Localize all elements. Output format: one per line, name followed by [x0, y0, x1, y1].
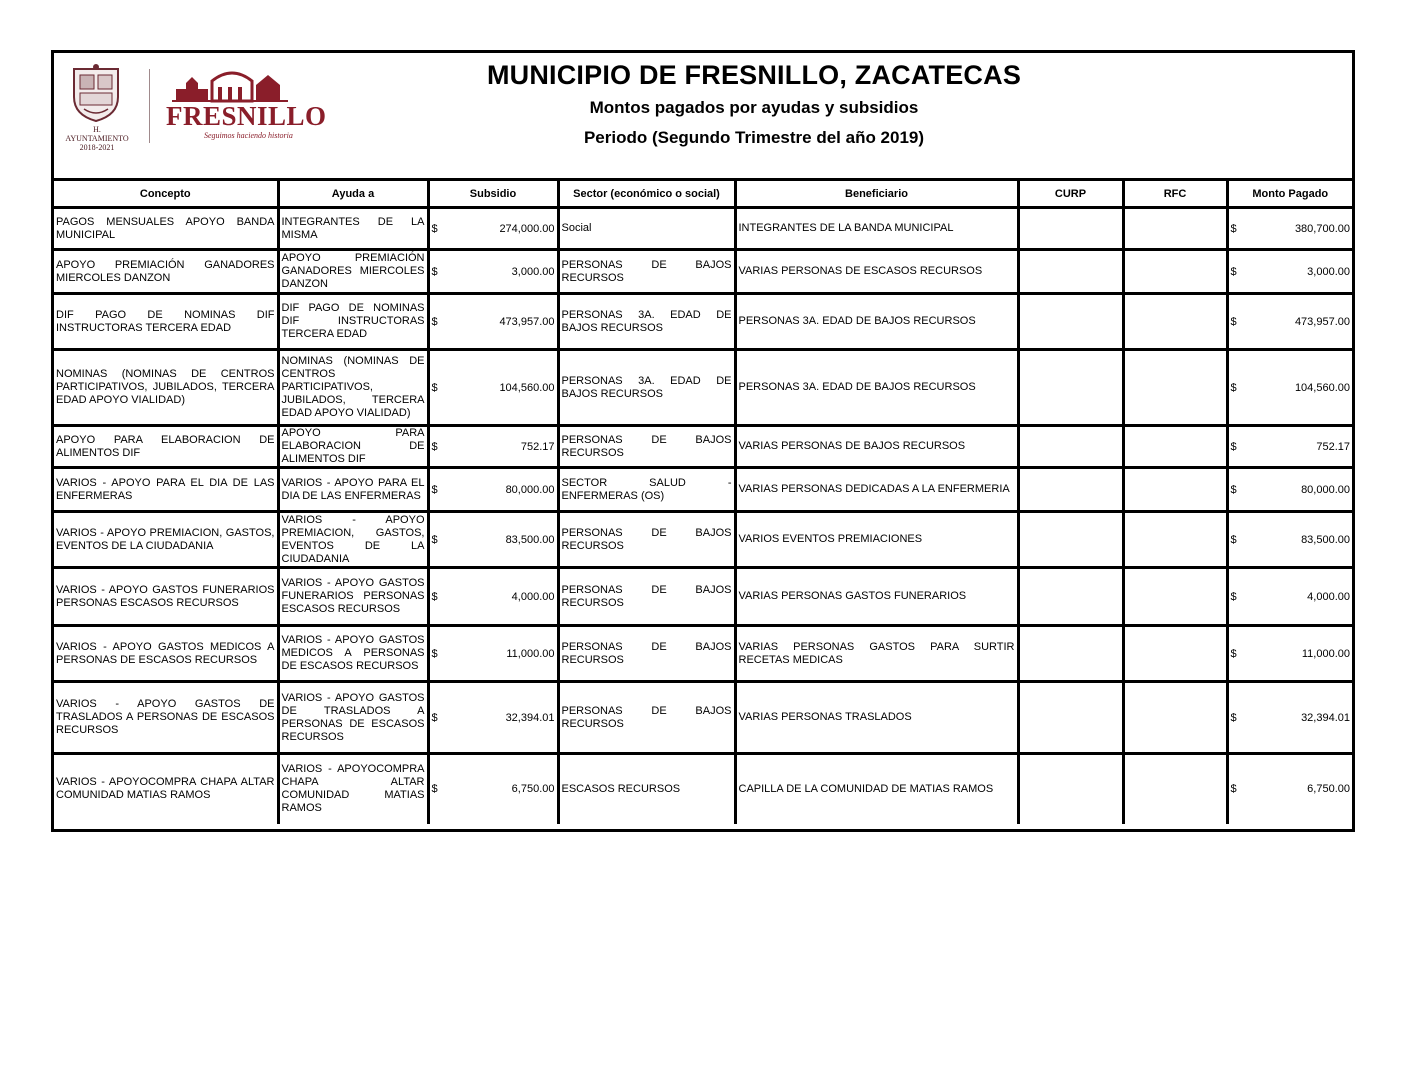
cell-ayuda: VARIOS - APOYO GASTOS FUNERARIOS PERSONAS ESCASOS RECURSOS	[278, 568, 428, 626]
cell-ayuda: APOYO PARA ELABORACION DE ALIMENTOS DIF	[278, 426, 428, 468]
cell-monto	[1227, 754, 1352, 824]
currency-symbol: $	[431, 711, 438, 724]
payments-table	[54, 181, 1352, 824]
cell-ayuda: INTEGRANTES DE LA MISMA	[278, 208, 428, 250]
cell-monto	[1227, 468, 1352, 512]
cell-beneficiario: INTEGRANTES DE LA BANDA MUNICIPAL	[735, 208, 1018, 250]
cell-rfc	[1123, 208, 1227, 250]
cell-subsidio-amount: 752.17	[520, 440, 555, 453]
cell-subsidio-amount: 104,560.00	[499, 381, 555, 394]
cell-subsidio-amount: 80,000.00	[505, 483, 555, 496]
crest-caption-line1: H. AYUNTAMIENTO	[65, 125, 129, 143]
cell-concepto: VARIOS - APOYO PARA EL DIA DE LAS ENFERMERAS	[54, 468, 278, 512]
cell-monto	[1227, 294, 1352, 350]
cell-subsidio	[428, 350, 558, 426]
cell-monto	[1227, 568, 1352, 626]
cell-concepto: APOYO PARA ELABORACION DE ALIMENTOS DIF	[54, 426, 278, 468]
cell-monto	[1227, 682, 1352, 754]
col-header-subsidio: Subsidio	[428, 181, 558, 208]
col-header-beneficiario: Beneficiario	[735, 181, 1018, 208]
cell-concepto: VARIOS - APOYOCOMPRA CHAPA ALTAR COMUNIDAD MATIAS RAMOS	[54, 754, 278, 824]
cell-ayuda: VARIOS - APOYO PARA EL DIA DE LAS ENFERMERAS	[278, 468, 428, 512]
cell-curp	[1018, 208, 1123, 250]
cell-sector: PERSONAS DE BAJOS RECURSOS	[558, 682, 735, 754]
brand-wordmark: FRESNILLO	[166, 101, 327, 131]
brand-tagline: Seguimos haciendo historia	[204, 131, 293, 140]
cell-ayuda: VARIOS - APOYOCOMPRA CHAPA ALTAR COMUNIDAD MATIAS RAMOS	[278, 754, 428, 824]
currency-symbol: $	[1230, 315, 1237, 328]
col-header-curp: CURP	[1018, 181, 1123, 208]
currency-symbol: $	[431, 381, 438, 394]
cell-curp	[1018, 512, 1123, 568]
cell-subsidio	[428, 754, 558, 824]
currency-symbol: $	[1230, 647, 1237, 660]
cell-beneficiario: VARIAS PERSONAS GASTOS PARA SURTIR RECETAS MEDICAS	[735, 626, 1018, 682]
cell-curp	[1018, 426, 1123, 468]
cell-subsidio	[428, 568, 558, 626]
cell-monto-amount: 380,700.00	[1294, 222, 1350, 235]
logos	[62, 59, 362, 179]
currency-symbol: $	[1230, 783, 1237, 796]
cell-rfc	[1123, 626, 1227, 682]
municipal-crest-icon	[68, 63, 124, 123]
cell-curp	[1018, 294, 1123, 350]
cell-sector: PERSONAS DE BAJOS RECURSOS	[558, 250, 735, 294]
cell-monto	[1227, 512, 1352, 568]
cell-sector: PERSONAS DE BAJOS RECURSOS	[558, 426, 735, 468]
cell-curp	[1018, 754, 1123, 824]
cell-rfc	[1123, 250, 1227, 294]
cell-monto	[1227, 426, 1352, 468]
cell-curp	[1018, 682, 1123, 754]
cell-beneficiario: CAPILLA DE LA COMUNIDAD DE MATIAS RAMOS	[735, 754, 1018, 824]
currency-symbol: $	[1230, 265, 1237, 278]
cell-subsidio	[428, 294, 558, 350]
cell-subsidio	[428, 426, 558, 468]
cell-rfc	[1123, 350, 1227, 426]
currency-symbol: $	[431, 265, 438, 278]
cell-sector: PERSONAS 3A. EDAD DE BAJOS RECURSOS	[558, 350, 735, 426]
cell-beneficiario: VARIAS PERSONAS DE ESCASOS RECURSOS	[735, 250, 1018, 294]
cell-subsidio-amount: 473,957.00	[499, 315, 555, 328]
cell-concepto: DIF PAGO DE NOMINAS DIF INSTRUCTORAS TERCERA EDAD	[54, 294, 278, 350]
col-header-ayuda: Ayuda a	[278, 181, 428, 208]
report-sheet	[51, 50, 1355, 832]
cell-curp	[1018, 350, 1123, 426]
cell-subsidio-amount: 274,000.00	[499, 222, 555, 235]
cell-ayuda: DIF PAGO DE NOMINAS DIF INSTRUCTORAS TERCERA EDAD	[278, 294, 428, 350]
cell-monto-amount: 80,000.00	[1301, 483, 1350, 496]
cell-curp	[1018, 626, 1123, 682]
cell-subsidio-amount: 3,000.00	[511, 265, 555, 278]
cell-monto-amount: 6,750.00	[1307, 783, 1350, 796]
currency-symbol: $	[431, 222, 438, 235]
cell-subsidio	[428, 626, 558, 682]
cell-monto	[1227, 626, 1352, 682]
title-block	[354, 59, 1154, 149]
cell-subsidio	[428, 250, 558, 294]
table-row	[54, 426, 1352, 468]
cell-subsidio-amount: 32,394.01	[505, 711, 555, 724]
cell-concepto: VARIOS - APOYO GASTOS DE TRASLADOS A PERSONAS DE ESCASOS RECURSOS	[54, 682, 278, 754]
cell-beneficiario: VARIOS EVENTOS PREMIACIONES	[735, 512, 1018, 568]
cell-subsidio	[428, 682, 558, 754]
currency-symbol: $	[431, 590, 438, 603]
currency-symbol: $	[431, 533, 438, 546]
col-header-monto: Monto Pagado	[1227, 181, 1352, 208]
currency-symbol: $	[431, 315, 438, 328]
cell-monto-amount: 4,000.00	[1307, 590, 1350, 603]
crest-caption	[62, 125, 132, 152]
crest-caption-line2: 2018-2021	[79, 143, 115, 152]
currency-symbol: $	[1230, 590, 1237, 603]
cell-sector: Social	[558, 208, 735, 250]
col-header-concepto: Concepto	[54, 181, 278, 208]
fresnillo-skyline-icon	[172, 63, 292, 103]
cell-rfc	[1123, 294, 1227, 350]
table-row	[54, 682, 1352, 754]
cell-subsidio-amount: 6,750.00	[511, 783, 555, 796]
cell-beneficiario: VARIAS PERSONAS DEDICADAS A LA ENFERMERIA	[735, 468, 1018, 512]
currency-symbol: $	[431, 783, 438, 796]
cell-monto-amount: 473,957.00	[1294, 315, 1350, 328]
cell-monto-amount: 83,500.00	[1301, 533, 1350, 546]
cell-sector: PERSONAS DE BAJOS RECURSOS	[558, 626, 735, 682]
table-row	[54, 208, 1352, 250]
cell-ayuda: VARIOS - APOYO PREMIACION, GASTOS, EVENTOS DE LA CIUDADANIA	[278, 512, 428, 568]
cell-concepto: VARIOS - APOYO PREMIACION, GASTOS, EVENTOS DE LA CIUDADANIA	[54, 512, 278, 568]
cell-subsidio	[428, 208, 558, 250]
currency-symbol: $	[1230, 222, 1237, 235]
currency-symbol: $	[431, 440, 438, 453]
cell-beneficiario: PERSONAS 3A. EDAD DE BAJOS RECURSOS	[735, 350, 1018, 426]
report-title: MUNICIPIO DE FRESNILLO, ZACATECAS	[486, 60, 1022, 90]
table-row	[54, 250, 1352, 294]
cell-monto	[1227, 208, 1352, 250]
cell-ayuda: VARIOS - APOYO GASTOS DE TRASLADOS A PERSONAS DE ESCASOS RECURSOS	[278, 682, 428, 754]
cell-concepto: NOMINAS (NOMINAS DE CENTROS PARTICIPATIVOS, JUBILADOS, TERCERA EDAD APOYO VIALIDAD)	[54, 350, 278, 426]
report-period: Periodo (Segundo Trimestre del año 2019)	[583, 128, 925, 147]
cell-concepto: PAGOS MENSUALES APOYO BANDA MUNICIPAL	[54, 208, 278, 250]
report-header	[54, 53, 1352, 181]
currency-symbol: $	[1230, 711, 1237, 724]
table-row	[54, 626, 1352, 682]
cell-sector: PERSONAS 3A. EDAD DE BAJOS RECURSOS	[558, 294, 735, 350]
cell-rfc	[1123, 754, 1227, 824]
cell-ayuda: VARIOS - APOYO GASTOS MEDICOS A PERSONAS DE ESCASOS RECURSOS	[278, 626, 428, 682]
cell-ayuda: APOYO PREMIACIÓN GANADORES MIERCOLES DANZON	[278, 250, 428, 294]
cell-monto	[1227, 250, 1352, 294]
cell-sector: ESCASOS RECURSOS	[558, 754, 735, 824]
cell-curp	[1018, 250, 1123, 294]
cell-subsidio	[428, 512, 558, 568]
logo-divider	[149, 69, 150, 143]
table-row	[54, 512, 1352, 568]
cell-ayuda: NOMINAS (NOMINAS DE CENTROS PARTICIPATIVOS, JUBILADOS, TERCERA EDAD APOYO VIALIDAD)	[278, 350, 428, 426]
table-row	[54, 754, 1352, 824]
currency-symbol: $	[1230, 440, 1237, 453]
report-subtitle: Montos pagados por ayudas y subsidios	[589, 98, 919, 117]
cell-beneficiario: VARIAS PERSONAS DE BAJOS RECURSOS	[735, 426, 1018, 468]
cell-concepto: VARIOS - APOYO GASTOS MEDICOS A PERSONAS DE ESCASOS RECURSOS	[54, 626, 278, 682]
cell-curp	[1018, 468, 1123, 512]
cell-monto	[1227, 350, 1352, 426]
currency-symbol: $	[431, 647, 438, 660]
cell-monto-amount: 752.17	[1316, 440, 1350, 453]
cell-subsidio	[428, 468, 558, 512]
cell-concepto: VARIOS - APOYO GASTOS FUNERARIOS PERSONAS ESCASOS RECURSOS	[54, 568, 278, 626]
cell-rfc	[1123, 426, 1227, 468]
currency-symbol: $	[431, 483, 438, 496]
cell-sector: PERSONAS DE BAJOS RECURSOS	[558, 568, 735, 626]
cell-subsidio-amount: 11,000.00	[506, 647, 555, 660]
cell-monto-amount: 104,560.00	[1294, 381, 1350, 394]
cell-beneficiario: PERSONAS 3A. EDAD DE BAJOS RECURSOS	[735, 294, 1018, 350]
cell-beneficiario: VARIAS PERSONAS GASTOS FUNERARIOS	[735, 568, 1018, 626]
cell-curp	[1018, 568, 1123, 626]
table-row	[54, 468, 1352, 512]
cell-subsidio-amount: 4,000.00	[511, 590, 555, 603]
table-row	[54, 294, 1352, 350]
cell-rfc	[1123, 468, 1227, 512]
cell-monto-amount: 32,394.01	[1301, 711, 1350, 724]
cell-beneficiario: VARIAS PERSONAS TRASLADOS	[735, 682, 1018, 754]
col-header-sector: Sector (económico o social)	[558, 181, 735, 208]
cell-subsidio-amount: 83,500.00	[505, 533, 555, 546]
cell-rfc	[1123, 512, 1227, 568]
table-header-row	[54, 181, 1352, 208]
cell-sector: PERSONAS DE BAJOS RECURSOS	[558, 512, 735, 568]
table-row	[54, 568, 1352, 626]
cell-sector: SECTOR SALUD - ENFERMERAS (OS)	[558, 468, 735, 512]
col-header-rfc: RFC	[1123, 181, 1227, 208]
currency-symbol: $	[1230, 483, 1237, 496]
currency-symbol: $	[1230, 381, 1237, 394]
cell-concepto: APOYO PREMIACIÓN GANADORES MIERCOLES DANZON	[54, 250, 278, 294]
cell-rfc	[1123, 682, 1227, 754]
currency-symbol: $	[1230, 533, 1237, 546]
cell-monto-amount: 3,000.00	[1307, 265, 1350, 278]
cell-monto-amount: 11,000.00	[1301, 647, 1350, 660]
table-row	[54, 350, 1352, 426]
cell-rfc	[1123, 568, 1227, 626]
